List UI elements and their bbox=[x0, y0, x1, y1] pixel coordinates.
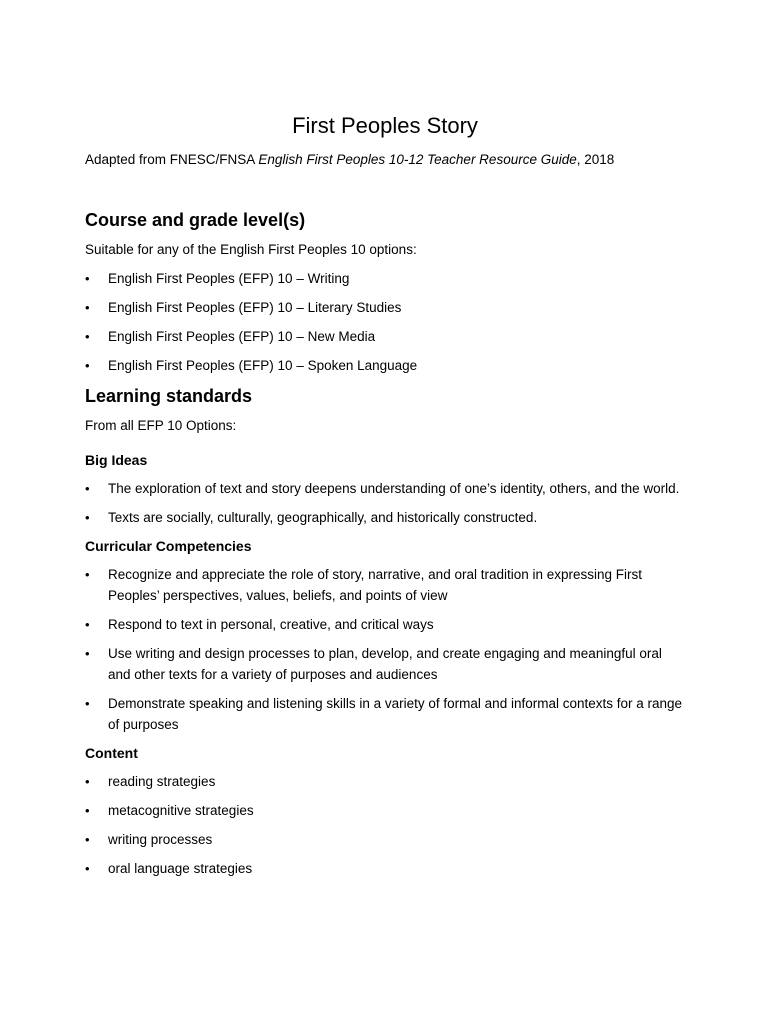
bullet-icon: • bbox=[85, 358, 90, 373]
big-ideas-list bbox=[85, 478, 685, 528]
bullet-icon: • bbox=[85, 832, 90, 847]
list-item bbox=[85, 478, 685, 499]
list-item bbox=[85, 564, 685, 606]
course-heading: Course and grade level(s) bbox=[85, 210, 306, 230]
list-item-text: oral language strategies bbox=[108, 861, 253, 876]
source-attribution bbox=[85, 150, 685, 170]
bullet-icon: • bbox=[85, 329, 90, 344]
list-item bbox=[85, 268, 685, 289]
standards-intro: From all EFP 10 Options: bbox=[85, 418, 237, 433]
big-ideas-heading: Big Ideas bbox=[85, 452, 148, 468]
competencies-heading: Curricular Competencies bbox=[85, 538, 252, 554]
list-item-text: English First Peoples (EFP) 10 – New Media bbox=[108, 329, 376, 344]
bullet-icon: • bbox=[85, 696, 90, 711]
bullet-icon: • bbox=[85, 567, 90, 582]
content-heading: Content bbox=[85, 745, 138, 761]
attribution-prefix: Adapted from FNESC/FNSA bbox=[85, 152, 259, 167]
list-item-text: metacognitive strategies bbox=[108, 803, 254, 818]
bullet-icon: • bbox=[85, 617, 90, 632]
page-title: First Peoples Story bbox=[292, 113, 478, 138]
bullet-icon: • bbox=[85, 510, 90, 525]
list-item bbox=[85, 355, 685, 376]
list-item bbox=[85, 858, 685, 879]
list-item bbox=[85, 771, 685, 792]
bullet-icon: • bbox=[85, 300, 90, 315]
list-item-text: Use writing and design processes to plan, develop, and create engaging and meaningful oral and other texts for a variety of purposes and audiences bbox=[108, 646, 662, 682]
list-item bbox=[85, 829, 685, 850]
list-item bbox=[85, 614, 685, 635]
standards-heading: Learning standards bbox=[85, 386, 253, 406]
list-item bbox=[85, 693, 685, 735]
bullet-icon: • bbox=[85, 271, 90, 286]
list-item-text: writing processes bbox=[108, 832, 213, 847]
bullet-icon: • bbox=[85, 861, 90, 876]
list-item bbox=[85, 326, 685, 347]
list-item-text: reading strategies bbox=[108, 774, 216, 789]
attribution-suffix: , 2018 bbox=[576, 152, 615, 167]
course-list bbox=[85, 268, 685, 376]
list-item bbox=[85, 297, 685, 318]
list-item-text: Recognize and appreciate the role of story, narrative, and oral tradition in expressing First Peoples’ perspectives, values, beliefs, and points of view bbox=[108, 567, 643, 603]
bullet-icon: • bbox=[85, 481, 90, 496]
list-item-text: Texts are socially, culturally, geographically, and historically constructed. bbox=[108, 510, 538, 525]
list-item bbox=[85, 800, 685, 821]
list-item-text: English First Peoples (EFP) 10 – Spoken Language bbox=[108, 358, 418, 373]
list-item-text: English First Peoples (EFP) 10 – Writing bbox=[108, 271, 350, 286]
course-intro: Suitable for any of the English First Peoples 10 options: bbox=[85, 242, 417, 257]
document-body bbox=[85, 112, 685, 887]
list-item-text: Respond to text in personal, creative, and critical ways bbox=[108, 617, 434, 632]
list-item-text: The exploration of text and story deepens understanding of one’s identity, others, and the world. bbox=[108, 481, 680, 496]
bullet-icon: • bbox=[85, 774, 90, 789]
attribution-title: English First Peoples 10-12 Teacher Resource Guide bbox=[258, 152, 577, 167]
list-item-text: English First Peoples (EFP) 10 – Literary Studies bbox=[108, 300, 402, 315]
list-item bbox=[85, 507, 685, 528]
list-item-text: Demonstrate speaking and listening skills in a variety of formal and informal contexts for a range of purposes bbox=[108, 696, 683, 732]
competencies-list bbox=[85, 564, 685, 735]
list-item bbox=[85, 643, 685, 685]
bullet-icon: • bbox=[85, 803, 90, 818]
bullet-icon: • bbox=[85, 646, 90, 661]
content-list bbox=[85, 771, 685, 879]
